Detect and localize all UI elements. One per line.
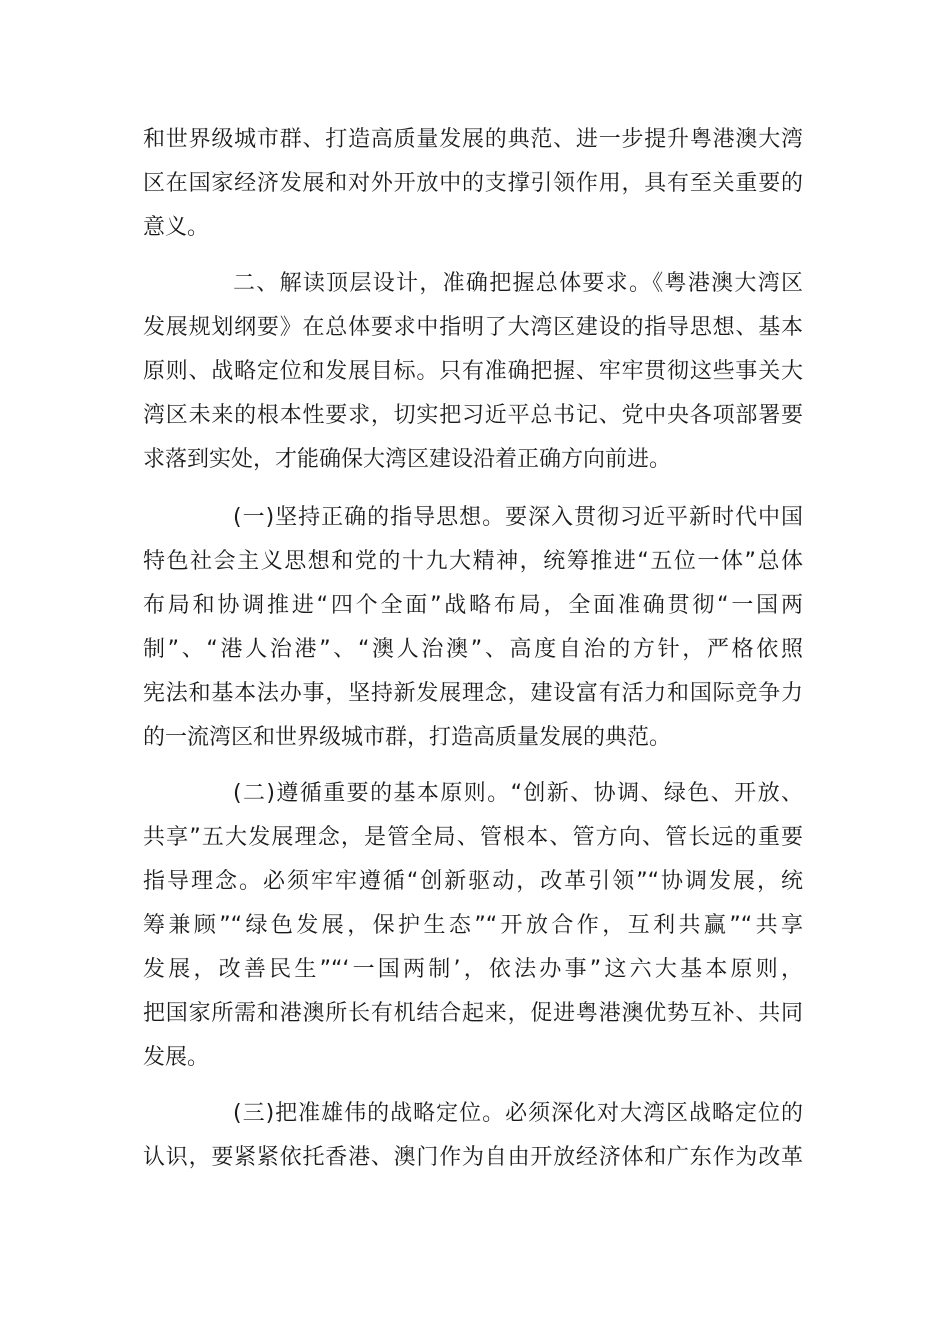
paragraph-4-line-2: 共享”五大发展理念，是管全局、管根本、管方向、管长远的重要 xyxy=(143,825,803,850)
paragraph-1-line-1: 和世界级城市群、打造高质量发展的典范、进一步提升粤港澳大湾 xyxy=(143,127,803,152)
paragraph-3-line-1: (一)坚持正确的指导思想。要深入贯彻习近平新时代中国 xyxy=(233,505,803,530)
paragraph-4-line-7: 发展。 xyxy=(143,1045,210,1070)
paragraph-2-line-1: 二、解读顶层设计，准确把握总体要求。《粤港澳大湾区 xyxy=(233,271,803,296)
paragraph-4-line-4: 筹兼顾”“绿色发展，保护生态”“开放合作，互利共赢”“共享 xyxy=(143,913,803,938)
paragraph-2-line-5: 求落到实处，才能确保大湾区建设沿着正确方向前进。 xyxy=(143,447,672,472)
paragraph-2-line-3: 原则、战略定位和发展目标。只有准确把握、牢牢贯彻这些事关大 xyxy=(143,359,803,384)
paragraph-3-line-6: 的一流湾区和世界级城市群，打造高质量发展的典范。 xyxy=(143,725,672,750)
paragraph-3-line-3: 布局和协调推进“四个全面”战略布局，全面准确贯彻“一国两 xyxy=(143,593,803,618)
paragraph-4-line-3: 指导理念。必须牢牢遵循“创新驱动，改革引领”“协调发展，统 xyxy=(143,869,803,894)
paragraph-5-line-2: 认识，要紧紧依托香港、澳门作为自由开放经济体和广东作为改革 xyxy=(143,1145,803,1170)
paragraph-3-line-4: 制”、“港人治港”、“澳人治澳”、高度自治的方针，严格依照 xyxy=(143,637,803,662)
paragraph-4-line-6: 把国家所需和港澳所长有机结合起来，促进粤港澳优势互补、共同 xyxy=(143,1001,803,1026)
paragraph-3-line-2: 特色社会主义思想和党的十九大精神，统筹推进“五位一体”总体 xyxy=(143,549,803,574)
paragraph-2-line-2: 发展规划纲要》在总体要求中指明了大湾区建设的指导思想、基本 xyxy=(143,315,803,340)
paragraph-2-line-4: 湾区未来的根本性要求，切实把习近平总书记、党中央各项部署要 xyxy=(143,403,803,428)
paragraph-3-line-5: 宪法和基本法办事，坚持新发展理念，建设富有活力和国际竞争力 xyxy=(143,681,803,706)
paragraph-4-line-5: 发展，改善民生”“‘一国两制’，依法办事”这六大基本原则， xyxy=(143,957,803,982)
paragraph-1-line-3: 意义。 xyxy=(143,215,210,240)
paragraph-4-line-1: (二)遵循重要的基本原则。“创新、协调、绿色、开放、 xyxy=(233,781,803,806)
paragraph-1-line-2: 区在国家经济发展和对外开放中的支撑引领作用，具有至关重要的 xyxy=(143,171,803,196)
paragraph-5-line-1: (三)把准雄伟的战略定位。必须深化对大湾区战略定位的 xyxy=(233,1101,803,1126)
